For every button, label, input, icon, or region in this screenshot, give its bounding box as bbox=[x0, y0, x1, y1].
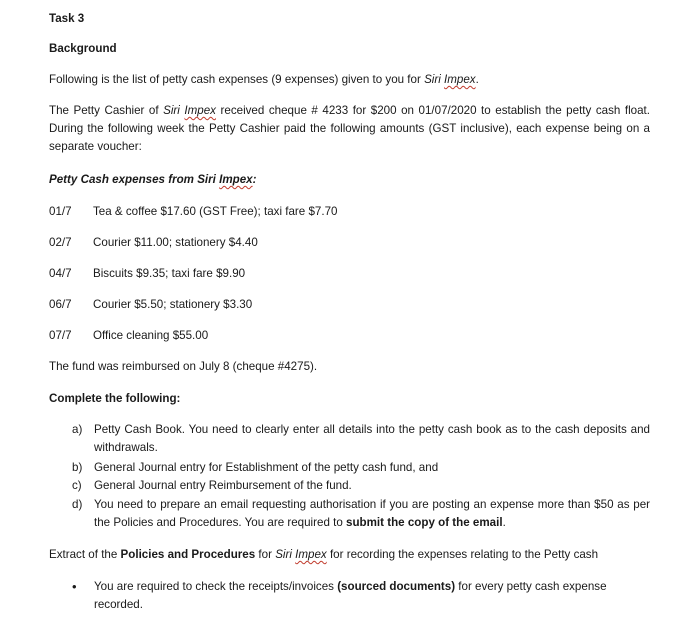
expense-date: 06/7 bbox=[49, 298, 72, 311]
task-item-b: b) General Journal entry for Establishment of the petty cash fund, and bbox=[72, 461, 439, 474]
policies-extract-line: Extract of the Policies and Procedures for Siri Impex for recording the expenses relating to the Petty cash bbox=[49, 548, 599, 561]
expense-items: Courier $11.00; stationery $4.40 bbox=[93, 236, 258, 249]
task-title: Task 3 bbox=[49, 12, 85, 25]
expense-row bbox=[49, 327, 208, 345]
reimbursement-note: The fund was reimbursed on July 8 (cheque #4275). bbox=[49, 360, 318, 373]
expense-items: Office cleaning $55.00 bbox=[93, 329, 209, 342]
expense-row bbox=[49, 203, 337, 221]
expense-row bbox=[49, 265, 245, 283]
expenses-heading: Petty Cash expenses from Siri Impex: bbox=[49, 173, 257, 186]
background-heading: Background bbox=[49, 42, 117, 55]
expense-date: 01/7 bbox=[49, 205, 72, 218]
bullet-icon: • bbox=[72, 579, 77, 594]
task-item-c: c) General Journal entry Reimbursement of the fund. bbox=[72, 479, 352, 492]
expense-items: Biscuits $9.35; taxi fare $9.90 bbox=[93, 267, 246, 280]
intro-paragraph: Following is the list of petty cash expenses (9 expenses) given to you for Siri Impex. bbox=[49, 73, 479, 86]
cheque-paragraph: The Petty Cashier of Siri Impex received cheque # 4233 for $200 on 01/07/2020 to establish the petty cash float. During the following week the Petty Cashier paid the following amounts (GST inclusive), each expense being on a separate voucher: bbox=[49, 104, 650, 153]
complete-heading: Complete the following: bbox=[49, 392, 181, 405]
policy-bullet: • You are required to check the receipts/invoices (sourced documents) for every petty cash expense recorded. bbox=[72, 578, 650, 614]
expense-items: Courier $5.50; stationery $3.30 bbox=[93, 298, 253, 311]
task-item-a: a) Petty Cash Book. You need to clearly enter all details into the petty cash book as to the cash deposits and withdrawals. bbox=[72, 423, 650, 454]
expense-date: 04/7 bbox=[49, 267, 72, 280]
expense-date: 07/7 bbox=[49, 329, 72, 342]
expense-items: Tea & coffee $17.60 (GST Free); taxi fare $7.70 bbox=[93, 205, 338, 218]
expense-row bbox=[49, 234, 258, 252]
task-item-d: d) You need to prepare an email requesting authorisation if you are posting an expense more than $50 as per the Policies and Procedures. You are required to submit the copy of the email. bbox=[72, 498, 650, 529]
expense-date: 02/7 bbox=[49, 236, 72, 249]
expense-row bbox=[49, 296, 252, 314]
